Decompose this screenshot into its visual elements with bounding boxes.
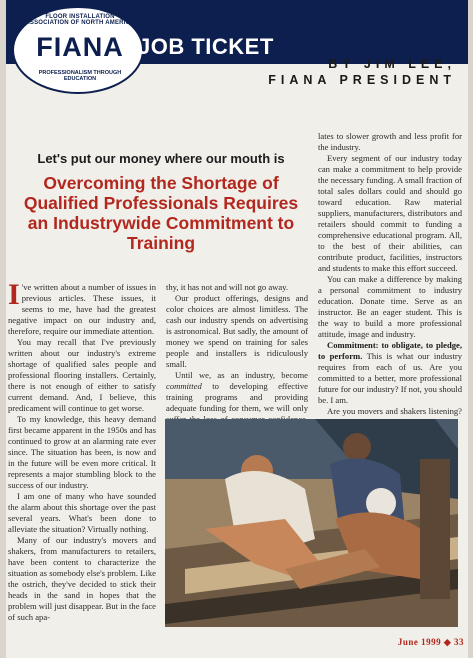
logo-arc-text-bottom: PROFESSIONALISM THROUGH EDUCATION [38, 70, 122, 82]
article-kicker: Let's put our money where our mouth is [37, 151, 285, 166]
fiana-logo [12, 6, 144, 94]
page-footer [378, 637, 464, 648]
section-title: JOB TICKET [138, 34, 274, 59]
article-headline: Overcoming the Shortage of Qualified Professionals Requires an Industrywide Commitment to Training [23, 173, 299, 253]
logo-arc-text-top: FLOOR INSTALLATION ASSOCIATION OF NORTH AMERICA [25, 14, 135, 26]
paragraph: thy, it has not and will not go away. [166, 282, 289, 292]
paragraph: You may recall that I've previously written about our industry's extreme shortage of qualified sales people and professional flooring installers. Certainly, there is not enough of either to satisfy current demand. And, I believe, this predicament will continue to get worse. [8, 337, 156, 413]
page-number: 33 [454, 637, 464, 647]
magazine-page [6, 0, 468, 658]
paragraph: Our product offerings, designs and color choices are almost limitless. The cash our industry spends on advertising is astronomical. But sadly, the amount of money we spend on training for sales people and installers is ridiculously small. [166, 293, 308, 369]
paragraph: lates to slower growth and less profit for the industry. [318, 131, 462, 152]
byline-title: FIANA PRESIDENT [268, 73, 456, 87]
footer-separator: ◆ [443, 637, 452, 647]
drop-cap: I [8, 278, 20, 311]
paragraph: You can make a difference by making a personal commitment to industry education. Donate time. Serve as an instructor. Be an eager student. This is the way to build a more professional attitude, image and industry. [318, 274, 462, 339]
article-column-2 [166, 282, 308, 436]
installers-photo [165, 419, 458, 627]
paragraph: To my knowledge, this heavy demand first became apparent in the 1950s and has continued to grow at an alarming rate ever since. The situation has been, is now and in the future will be even more critical. It represents a major stumbling block to the success of our industry. [8, 414, 156, 490]
article-column-3 [318, 131, 462, 428]
byline [206, 56, 456, 88]
byline-author: BY JIM LEE, [328, 57, 456, 71]
installers-illustration [165, 419, 458, 627]
article-column-1 [8, 278, 156, 623]
paragraph: Every segment of our industry today can make a commitment to help provide the necessary funding. A small fraction of total sales dollars could and should go toward education. Raw material suppliers, manufacturers, distributors and retailers should commit to funding a comprehensive educational program. All, to the best of their abilities, can contribute product, facilities, instructors and students to make this effort succeed. [318, 153, 462, 273]
paragraph: Many of our industry's movers and shakers, from manufacturers to retailers, have been content to characterize the situation as somebody else's problem. Like the ostrich, they've decided to stick their heads in the sand in hopes that the problem will just disappear. But in the face of such apa- [8, 535, 156, 622]
paragraph: Are you movers and shakers listening? [318, 406, 462, 428]
issue-date: June 1999 [397, 637, 442, 647]
paragraph: Commitment: to obligate, to pledge, to perform. This is what our industry requires from each of us. Are you committed to a better, more professional future for our industry? If not, you should be. I am. [318, 340, 462, 405]
paragraph: Until we, as an industry, become committed to developing effective training programs and providing adequate funding for them, we will only [166, 370, 308, 413]
logo-name: FIANA [36, 32, 124, 62]
paragraph: I 've written about a number of issues in previous articles. These issues, it seems to me, have had the greatest negative impact on our industry and, therefore, require our immediate attention. [8, 278, 156, 336]
paragraph: I am one of many who have sounded the alarm about this shortage over the past several years. What's been done to alleviate the situation? Virtually nothing. [8, 491, 156, 534]
